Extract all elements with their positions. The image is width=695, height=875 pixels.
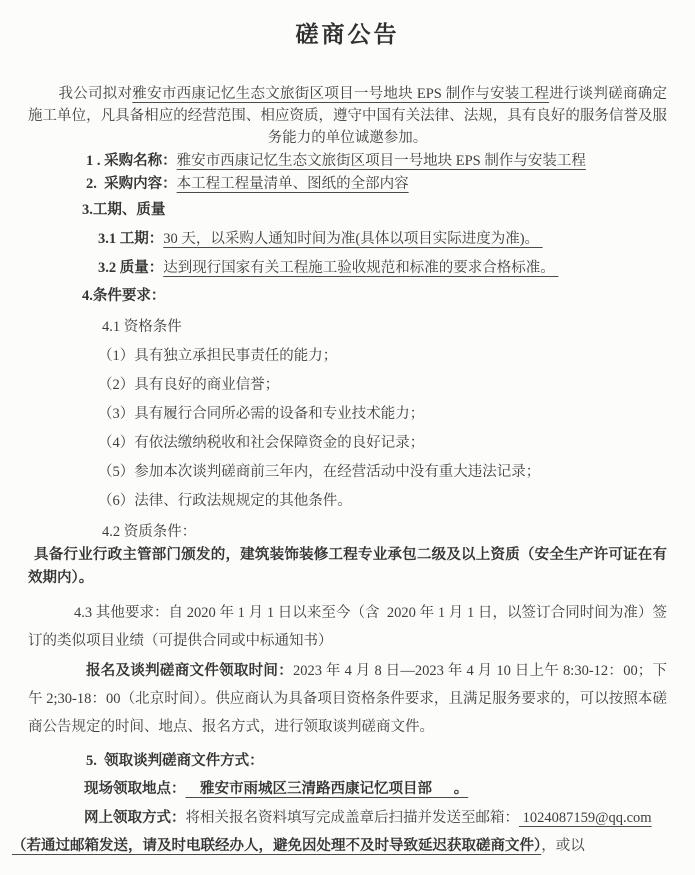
qualification-item-4: （4）有依法缴纳税收和社会保障资金的良好记录； (98, 435, 425, 451)
sub42-heading: 4.2 资质条件： (102, 524, 197, 540)
purchase-content-label: 2. 采购内容： (86, 176, 177, 192)
quality-item (98, 257, 667, 279)
online-pickup-instruction: 将相关报名资料填写完成盖章后扫描并发送至邮箱： (185, 810, 519, 826)
intro-lead-text: 我公司拟对 (58, 86, 133, 102)
sub43-label: 4.3 其他要求： (74, 605, 169, 621)
other-requirements-paragraph (28, 599, 667, 655)
email-notice-tail-text: ，或以 (541, 838, 585, 854)
purchase-content-item (86, 173, 667, 196)
sub43-body: 自 2020 年 1 月 1 日以来至今（含 2020 年 1 月 1 日，以签订合同时间为准）签订的类似项目业绩（可提供合同或中标通知书） (28, 605, 667, 649)
duration-value: 30 天，以采购人通知时间为准(具体以项目实际进度为准)。 (163, 231, 543, 247)
onsite-pickup-address: 雅安市雨城区三清路西康记忆项目部 。 (185, 781, 469, 797)
qualification-item-2: （2）具有良好的商业信誉； (98, 377, 280, 393)
section4-heading: 4.条件要求： (82, 288, 166, 304)
quality-value: 达到现行国家有关工程施工验收规范和标准的要求合格标准。 (163, 260, 559, 276)
quality-label: 3.2 质量： (98, 260, 164, 276)
registration-time-label: 报名及谈判磋商文件领取时间： (86, 663, 293, 679)
onsite-pickup-label: 现场领取地点： (84, 781, 186, 797)
section3-heading: 3.工期、质量 (82, 202, 166, 218)
purchase-content-value: 本工程工程量清单、图纸的全部内容 (176, 176, 409, 192)
sub41-heading: 4.1 资格条件 (102, 319, 182, 335)
online-pickup-label: 网上领取方式： (84, 810, 186, 826)
email-notice-bold-text: （若通过邮箱发送，请及时电联经办人，避免因处理不及时导致延迟获取磋商文件） (12, 838, 542, 854)
pickup-email-address: 1024087159@qq.com (519, 810, 652, 826)
qualification-item-6: （6）法律、行政法规规定的其他条件。 (98, 493, 352, 509)
purchase-name-value: 雅安市西康记忆生态文旅街区项目一号地块 EPS 制作与安装工程 (176, 153, 586, 169)
qualification-item-1: （1）具有独立承担民事责任的能力； (98, 348, 338, 364)
intro-paragraph (28, 83, 667, 149)
purchase-name-item (86, 150, 667, 173)
section5-heading: 5. 领取谈判磋商文件方式： (86, 753, 264, 769)
intro-rest-text: 进行谈判磋商确定施工单位，凡具备相应的经营范围、相应资质，遵守中国有关法律、法规，具有良好的服务信誉及服务能力的单位诚邀参加。 (28, 86, 668, 146)
purchase-name-label: 1 . 采购名称： (86, 153, 177, 169)
registration-time-paragraph (28, 657, 667, 741)
intro-project-name: 雅安市西康记忆生态文旅街区项目一号地块 EPS 制作与安装工程 (132, 86, 550, 102)
document-title: 磋商公告 (295, 22, 400, 47)
email-notice-line (12, 835, 667, 857)
onsite-pickup-item (84, 778, 667, 800)
registration-time-body: 2023 年 4 月 8 日—2023 年 4 月 10 日上午 8:30-12：00；下午 2;30-18：00（北京时间）。供应商认为具备项目资格条件要求，且满足服务要求的，可以按照本磋商公告规定的时间、地点、报名方式，进行领取谈判磋商文件。 (28, 663, 668, 735)
credential-requirement-paragraph: 具备行业行政主管部门颁发的，建筑装饰装修工程专业承包二级及以上资质（安全生产许可证在有效期内）。 (28, 547, 667, 586)
qualification-item-5: （5）参加本次谈判磋商前三年内，在经营活动中没有重大违法记录； (98, 464, 541, 480)
qualification-item-3: （3）具有履行合同所必需的设备和专业技术能力； (98, 406, 425, 422)
online-pickup-item (84, 807, 667, 829)
announcement-document (0, 18, 695, 875)
duration-label: 3.1 工期： (98, 231, 164, 247)
duration-item (98, 228, 667, 250)
